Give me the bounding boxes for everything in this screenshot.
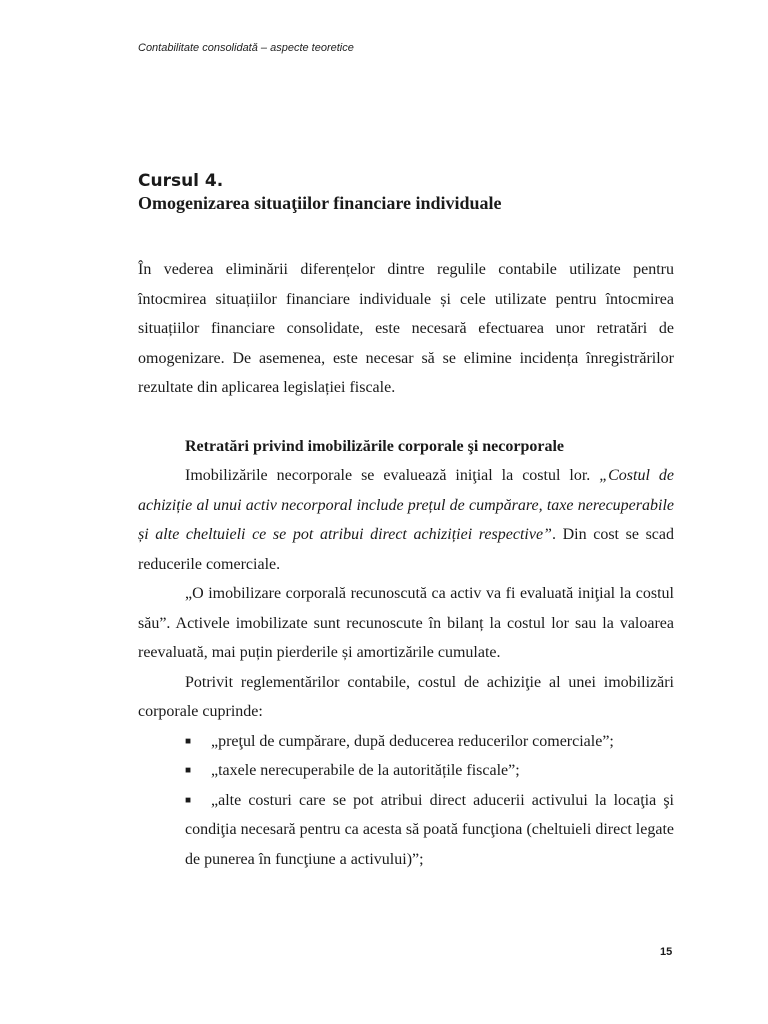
paragraph-intangible-assets: [138, 461, 674, 579]
square-bullet-icon: ■: [185, 735, 192, 747]
paragraph-tangible-assets: „O imobilizare corporală recunoscută ca activ va fi evaluată iniţial la costul său”. Activele imobilizate sunt recunoscute în bilanț la costul lor sau la valoarea reevaluată, mai puțin pierderile și amortizările cumulate.: [138, 585, 674, 661]
quoted-definition: „Costul de achiziție al unui activ necorporal include prețul de cumpărare, taxe nerecuperabile și alte cheltuieli ce se pot atribui direct achiziției respective”: [138, 467, 674, 543]
list-item-text: „preţul de cumpărare, după deducerea reducerilor comerciale”;: [211, 732, 614, 750]
title-block: [138, 170, 502, 214]
intro-paragraph: În vederea eliminării diferențelor dintre regulile contabile utilizate pentru întocmirea situațiilor financiare individuale și cele utilizate pentru întocmirea situațiilor financiare consolidate, este necesară efectuarea unor retratări de omogenizare. De asemenea, este necesar să se elimine incidența înregistrărilor rezultate din aplicarea legislației fiscale.: [138, 261, 674, 396]
list-item: [138, 756, 674, 786]
paragraph-text: Imobilizările necorporale se evaluează iniţial la costul lor.: [185, 467, 600, 484]
course-title: Omogenizarea situaţiilor financiare individuale: [138, 193, 502, 213]
course-label: Cursul 4.: [138, 171, 224, 191]
paragraph-acquisition-cost: Potrivit reglementărilor contabile, costul de achiziţie al unei imobilizări corporale cuprinde:: [138, 673, 674, 720]
section-heading: Retratări privind imobilizările corporale şi necorporale: [185, 437, 565, 455]
page-number: 15: [660, 946, 673, 958]
list-item: [138, 786, 674, 875]
list-item: [138, 727, 674, 757]
paragraph-text: . Din cost se scad reducerile comerciale.: [138, 526, 675, 573]
square-bullet-icon: ■: [185, 794, 192, 806]
square-bullet-icon: ■: [185, 765, 192, 776]
list-item-text: „taxele nerecuperabile de la autoritățile fiscale”;: [211, 762, 520, 779]
list-item-text: „alte costuri care se pot atribui direct aducerii activului la locaţia şi condiţia necesară pentru ca acesta să poată funcţiona (cheltuieli direct legate de punerea în funcţiune a activului)”;: [185, 791, 674, 868]
running-header: Contabilitate consolidată – aspecte teoretice: [138, 42, 354, 54]
body-text: [138, 255, 674, 874]
